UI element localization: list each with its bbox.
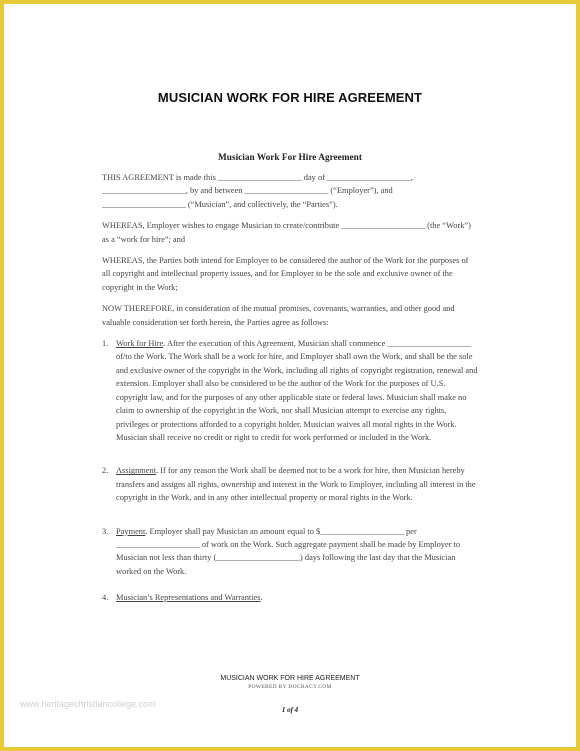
paragraph-whereas-1: WHEREAS, Employer wishes to engage Musician to create/contribute ____________________ (the “Work”) as a “work for hire”; and bbox=[102, 221, 471, 244]
clauses-list bbox=[102, 337, 478, 605]
clause-item bbox=[102, 525, 478, 579]
paragraph-whereas-2: WHEREAS, the Parties both intend for Employer to be considered the author of the Work for the purposes of all copyright and intellectual property issues, and for Employer to be the sole and exclusive owner of the copyright in the Work; bbox=[102, 256, 469, 292]
document-page bbox=[4, 4, 576, 747]
clause-text: . bbox=[260, 593, 263, 603]
watermark: www.heritagechristiancollege.com bbox=[20, 699, 156, 709]
clause-item bbox=[102, 464, 478, 504]
clause-text: . Employer shall pay Musician an amount equal to $____________________ per ____________________ of work on the Work. Such aggregate payment shall be made by Employer to Musician not less than thirty (____________________) days following the last day that the Musician worked on the Work. bbox=[116, 526, 461, 576]
document-title: MUSICIAN WORK FOR HIRE AGREEMENT bbox=[157, 90, 423, 105]
document-body bbox=[102, 171, 478, 618]
clause-number: 1. bbox=[102, 339, 109, 349]
clause-heading: Assignment bbox=[116, 466, 157, 476]
footer-title: MUSICIAN WORK FOR HIRE AGREEMENT bbox=[220, 675, 360, 682]
paragraph-agreement-intro: THIS AGREEMENT is made this ____________________ day of ____________________, ____________________, by and between ____________________ (“Employer”), and ____________________ (“Musician”, and collectively, the “Parties”). bbox=[102, 173, 413, 209]
page-number: 1 of 4 bbox=[281, 706, 299, 714]
clause-number: 2. bbox=[102, 466, 109, 476]
clause-text: . After the execution of this Agreement, Musician shall commence ____________________ of/to the Work. The Work shall be a work for hire, and Employer shall own the Work, and shall be the sole and exclusive owner of the copyright in the Work, including all rights of copyright registration, renewal and extension. Employer shall also be considered to be the author of the Work for the purposes of U.S. copyright law, and for the purposes of any other applicable state or federal laws. Musician shall make no claim to ownership of the copyright in the Work, nor shall Musician attempt to exercise any rights, privileges or protections afforded to a copyright holder. Musician waives all moral rights in the Work. Musician shall receive no credit or right to credit for work performed or included in the Work. bbox=[116, 339, 478, 442]
clause-item bbox=[102, 337, 478, 444]
clause-text: . If for any reason the Work shall be deemed not to be a work for hire, then Musician hereby transfers and assigns all rights, ownership and interest in the Work to Employer, including all interest in the copyright in the Work, and in any other intellectual property or moral rights in the Work. bbox=[116, 466, 476, 503]
footer-powered-by: POWERED BY DOCRACY.COM bbox=[248, 684, 332, 690]
clause-item bbox=[102, 591, 478, 604]
clause-number: 3. bbox=[102, 526, 109, 536]
document-subtitle: Musician Work For Hire Agreement bbox=[218, 153, 362, 163]
clause-heading: Work for Hire bbox=[116, 339, 164, 349]
clause-heading: Payment bbox=[116, 526, 146, 536]
paragraph-now-therefore: NOW THEREFORE, in consideration of the mutual promises, covenants, warranties, and other good and valuable consideration set forth herein, the Parties agree as follows: bbox=[102, 304, 455, 327]
clause-heading: Musician’s Representations and Warranties bbox=[116, 593, 261, 603]
clause-number: 4. bbox=[102, 593, 109, 603]
